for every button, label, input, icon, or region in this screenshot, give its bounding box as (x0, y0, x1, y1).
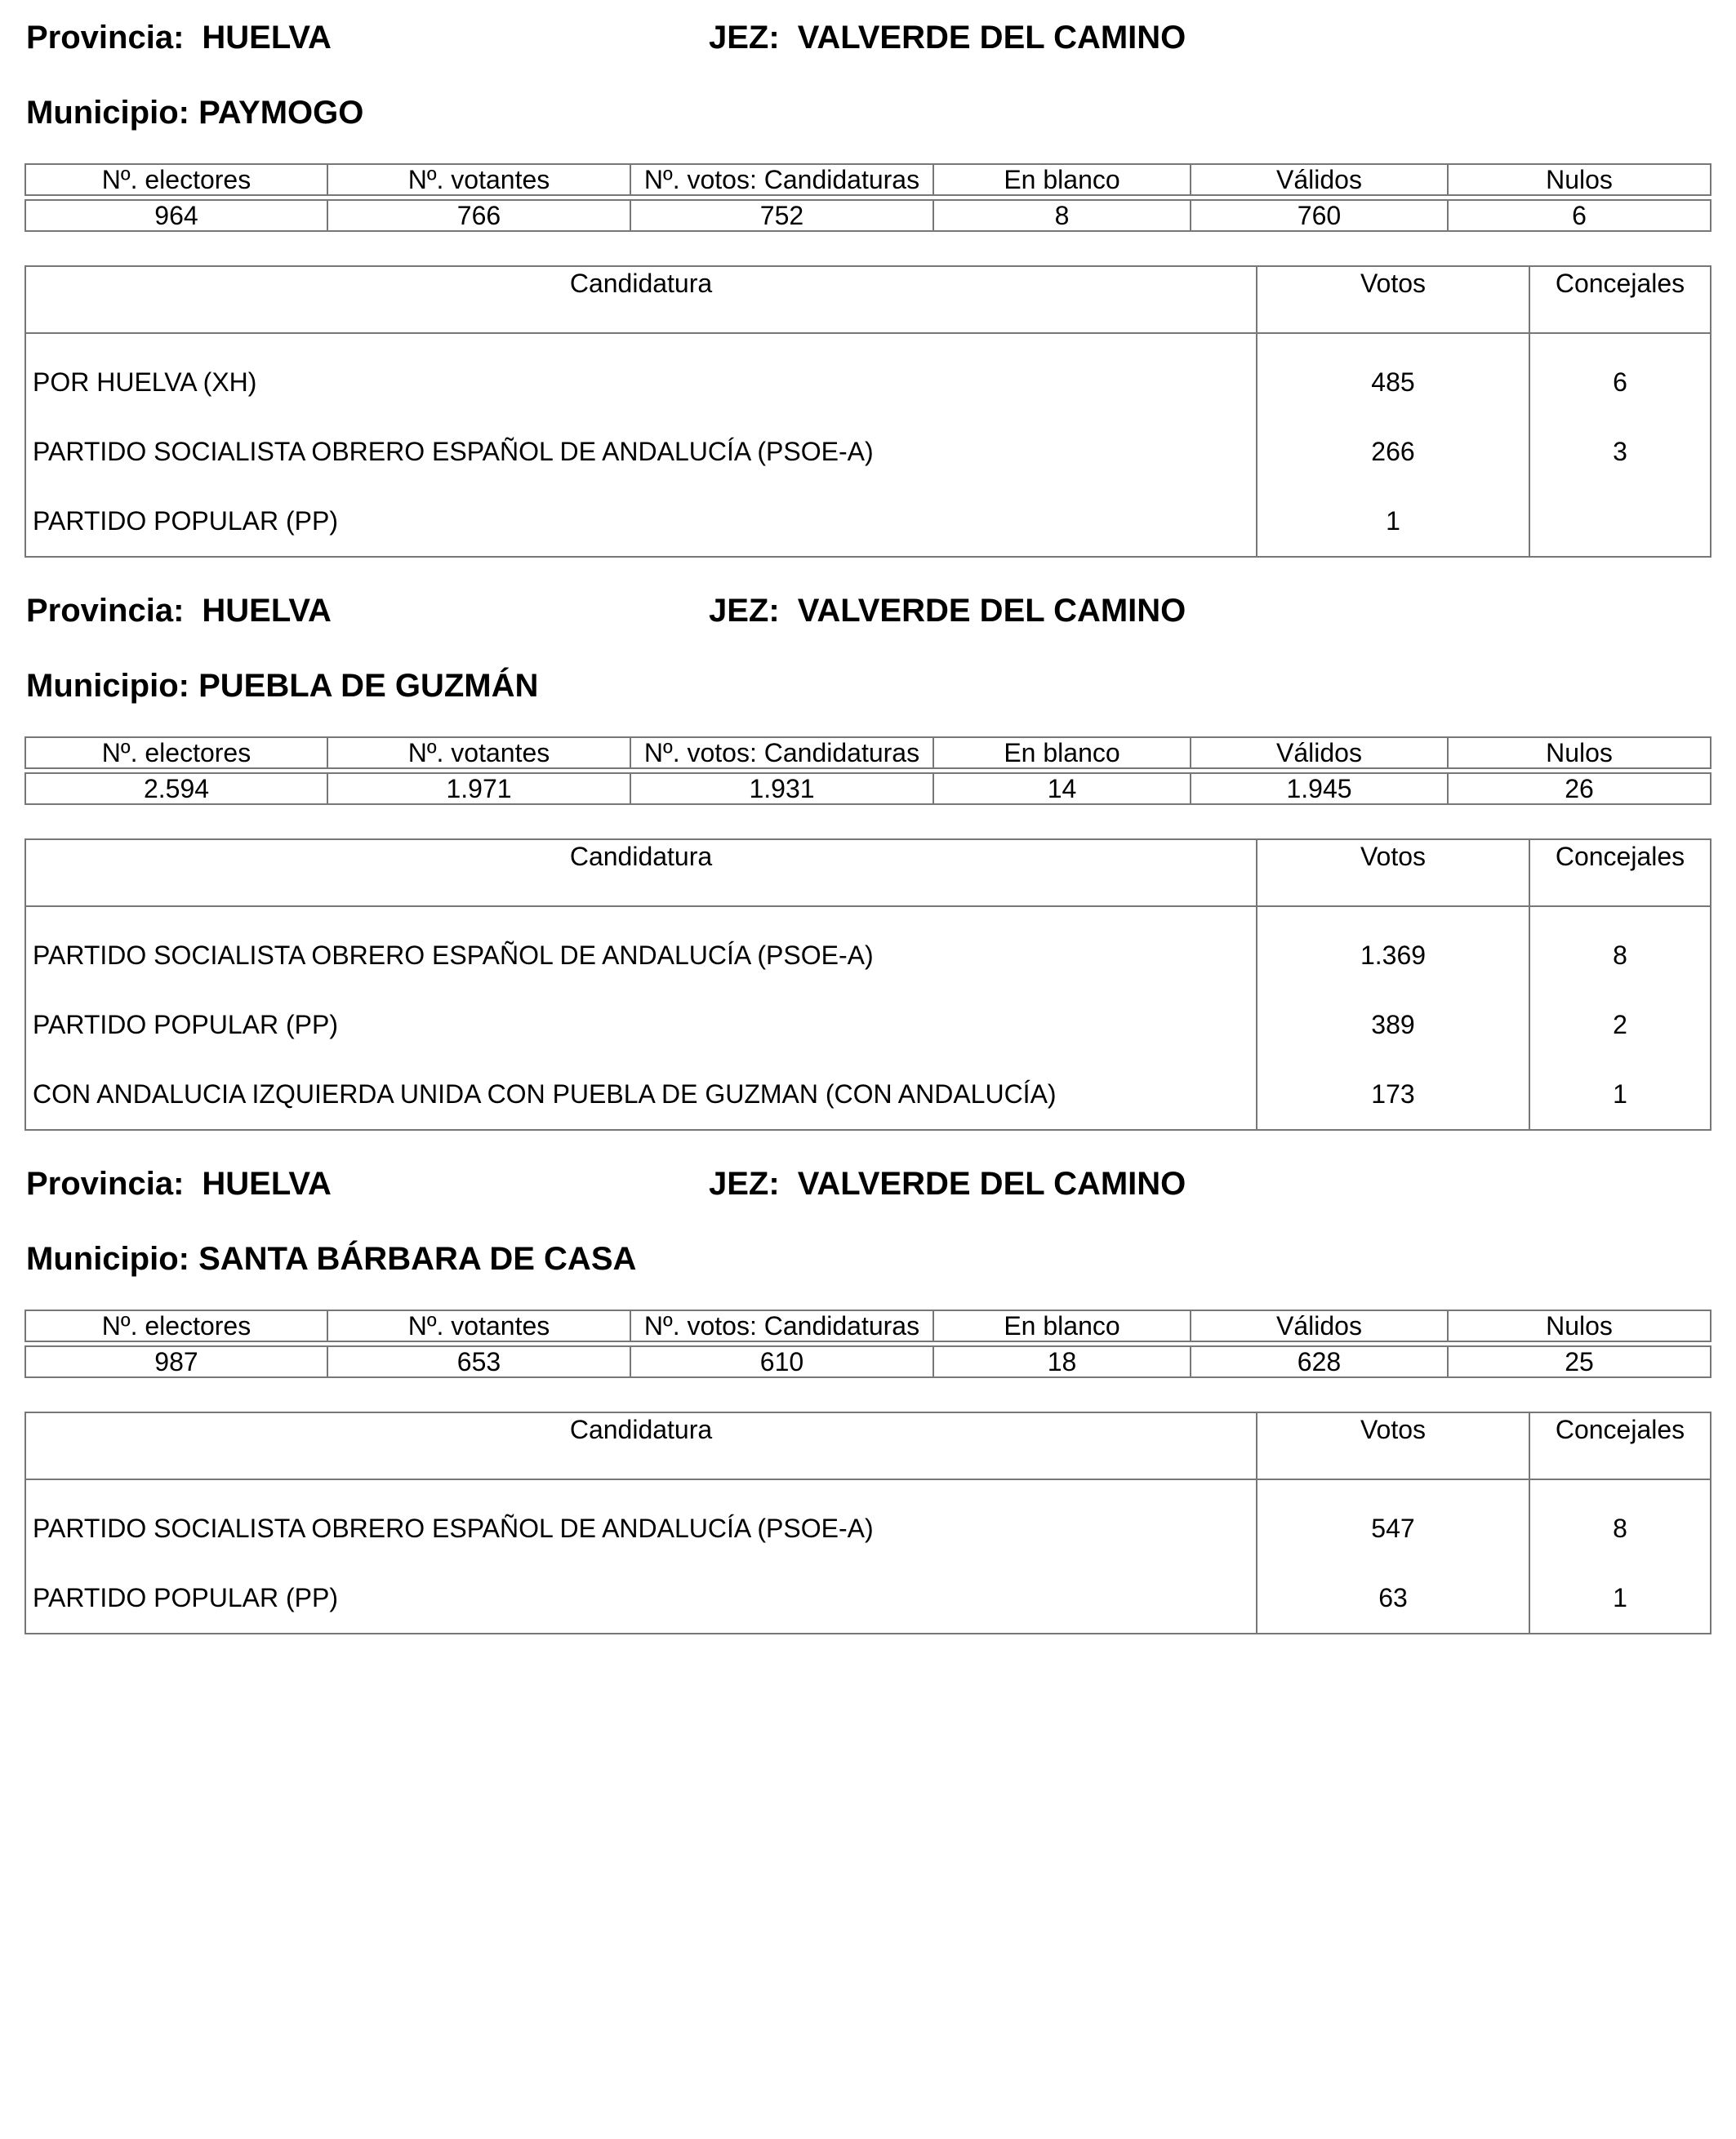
candidaturas-table (24, 838, 1712, 1131)
header-en-blanco: En blanco (933, 736, 1190, 769)
value-votos-candidaturas: 752 (630, 199, 933, 232)
candidatura-row (26, 417, 1710, 487)
header-concejales: Concejales (1555, 842, 1685, 871)
candidatura-name: PARTIDO SOCIALISTA OBRERO ESPAÑOL DE ANDALUCÍA (PSOE-A) (33, 941, 874, 970)
stats-table (24, 163, 1712, 232)
provincia-value: HUELVA (202, 593, 332, 629)
header-en-blanco: En blanco (933, 163, 1190, 196)
header-candidatura: Candidatura (569, 269, 713, 298)
candidatura-concejales: 1 (1613, 1583, 1627, 1612)
value-validos: 760 (1190, 199, 1447, 232)
candidatura-concejales: 3 (1613, 437, 1627, 466)
stats-table (24, 1310, 1712, 1378)
candidatura-name: PARTIDO SOCIALISTA OBRERO ESPAÑOL DE ANDALUCÍA (PSOE-A) (33, 1514, 874, 1543)
header-votos: Votos (1360, 1415, 1427, 1444)
jez-heading (709, 18, 1186, 57)
header-candidatura: Candidatura (569, 842, 713, 871)
candidatura-row (26, 1563, 1710, 1633)
header-votantes: Nº. votantes (327, 736, 630, 769)
candidatura-votos: 1.369 (1360, 941, 1427, 970)
header-votos-candidaturas: Nº. votos: Candidaturas (630, 163, 933, 196)
candidatura-name: POR HUELVA (XH) (33, 367, 257, 397)
candidatura-concejales (1530, 487, 1710, 556)
value-electores: 2.594 (24, 772, 327, 805)
candidaturas-table (24, 1412, 1712, 1634)
header-nulos: Nulos (1447, 736, 1712, 769)
candidaturas-header (26, 267, 1710, 334)
value-electores: 987 (24, 1345, 327, 1378)
municipio-heading (26, 666, 538, 705)
candidatura-name: PARTIDO SOCIALISTA OBRERO ESPAÑOL DE ANDALUCÍA (PSOE-A) (33, 437, 874, 466)
value-votos-candidaturas: 610 (630, 1345, 933, 1378)
candidaturas-table (24, 265, 1712, 558)
candidatura-row (26, 990, 1710, 1060)
candidatura-name: PARTIDO POPULAR (PP) (33, 506, 338, 536)
header-nulos: Nulos (1447, 1310, 1712, 1342)
header-validos: Válidos (1190, 163, 1447, 196)
municipio-value: SANTA BÁRBARA DE CASA (198, 1241, 637, 1277)
municipio-heading (26, 93, 363, 132)
provincia-heading (26, 18, 332, 57)
header-electores: Nº. electores (24, 163, 327, 196)
header-votos-candidaturas: Nº. votos: Candidaturas (630, 736, 933, 769)
municipio-label: Municipio: (26, 95, 189, 131)
candidatura-name: PARTIDO POPULAR (PP) (33, 1010, 338, 1039)
candidatura-concejales: 1 (1613, 1079, 1627, 1109)
header-votantes: Nº. votantes (327, 163, 630, 196)
value-validos: 1.945 (1190, 772, 1447, 805)
municipio-value: PAYMOGO (198, 95, 364, 131)
value-electores: 964 (24, 199, 327, 232)
candidatura-row (26, 487, 1710, 556)
candidatura-votos: 547 (1371, 1514, 1415, 1543)
candidatura-concejales: 8 (1613, 1514, 1627, 1543)
header-candidatura: Candidatura (569, 1415, 713, 1444)
candidatura-name: CON ANDALUCIA IZQUIERDA UNIDA CON PUEBLA DE GUZMAN (CON ANDALUCÍA) (33, 1079, 1057, 1109)
value-nulos: 6 (1447, 199, 1712, 232)
provincia-label: Provincia: (26, 593, 185, 629)
header-en-blanco: En blanco (933, 1310, 1190, 1342)
candidatura-votos: 485 (1371, 367, 1415, 397)
municipio-label: Municipio: (26, 668, 189, 704)
header-validos: Válidos (1190, 736, 1447, 769)
value-nulos: 26 (1447, 772, 1712, 805)
municipio-heading (26, 1239, 636, 1279)
header-nulos: Nulos (1447, 163, 1712, 196)
value-en-blanco: 18 (933, 1345, 1190, 1378)
municipio-label: Municipio: (26, 1241, 189, 1277)
value-nulos: 25 (1447, 1345, 1712, 1378)
value-votantes: 1.971 (327, 772, 630, 805)
header-votos: Votos (1360, 842, 1427, 871)
header-concejales: Concejales (1555, 1415, 1685, 1444)
header-votos-candidaturas: Nº. votos: Candidaturas (630, 1310, 933, 1342)
jez-value: VALVERDE DEL CAMINO (797, 1166, 1186, 1202)
jez-heading (709, 1164, 1186, 1203)
value-votantes: 653 (327, 1345, 630, 1378)
candidatura-row (26, 921, 1710, 990)
header-electores: Nº. electores (24, 736, 327, 769)
candidatura-votos: 389 (1371, 1010, 1415, 1039)
header-votantes: Nº. votantes (327, 1310, 630, 1342)
provincia-heading (26, 1164, 332, 1203)
candidatura-concejales: 8 (1613, 941, 1627, 970)
value-votos-candidaturas: 1.931 (630, 772, 933, 805)
candidatura-row (26, 348, 1710, 417)
value-votantes: 766 (327, 199, 630, 232)
candidatura-concejales: 6 (1613, 367, 1627, 397)
candidatura-row (26, 1060, 1710, 1129)
candidatura-concejales: 2 (1613, 1010, 1627, 1039)
provincia-value: HUELVA (202, 20, 332, 56)
candidatura-votos: 1 (1386, 506, 1400, 536)
jez-value: VALVERDE DEL CAMINO (797, 593, 1186, 629)
provincia-heading (26, 591, 332, 630)
candidatura-votos: 173 (1371, 1079, 1415, 1109)
candidatura-votos: 266 (1371, 437, 1415, 466)
jez-label: JEZ: (709, 1166, 780, 1202)
jez-label: JEZ: (709, 20, 780, 56)
jez-label: JEZ: (709, 593, 780, 629)
header-electores: Nº. electores (24, 1310, 327, 1342)
provincia-label: Provincia: (26, 20, 185, 56)
candidatura-votos: 63 (1378, 1583, 1408, 1612)
candidatura-row (26, 1494, 1710, 1563)
municipio-value: PUEBLA DE GUZMÁN (198, 668, 539, 704)
stats-table (24, 736, 1712, 805)
jez-heading (709, 591, 1186, 630)
provincia-value: HUELVA (202, 1166, 332, 1202)
header-votos: Votos (1360, 269, 1427, 298)
candidaturas-header (26, 840, 1710, 907)
provincia-label: Provincia: (26, 1166, 185, 1202)
value-en-blanco: 14 (933, 772, 1190, 805)
candidatura-name: PARTIDO POPULAR (PP) (33, 1583, 338, 1612)
value-en-blanco: 8 (933, 199, 1190, 232)
header-concejales: Concejales (1555, 269, 1685, 298)
jez-value: VALVERDE DEL CAMINO (797, 20, 1186, 56)
candidaturas-header (26, 1413, 1710, 1480)
header-validos: Válidos (1190, 1310, 1447, 1342)
value-validos: 628 (1190, 1345, 1447, 1378)
